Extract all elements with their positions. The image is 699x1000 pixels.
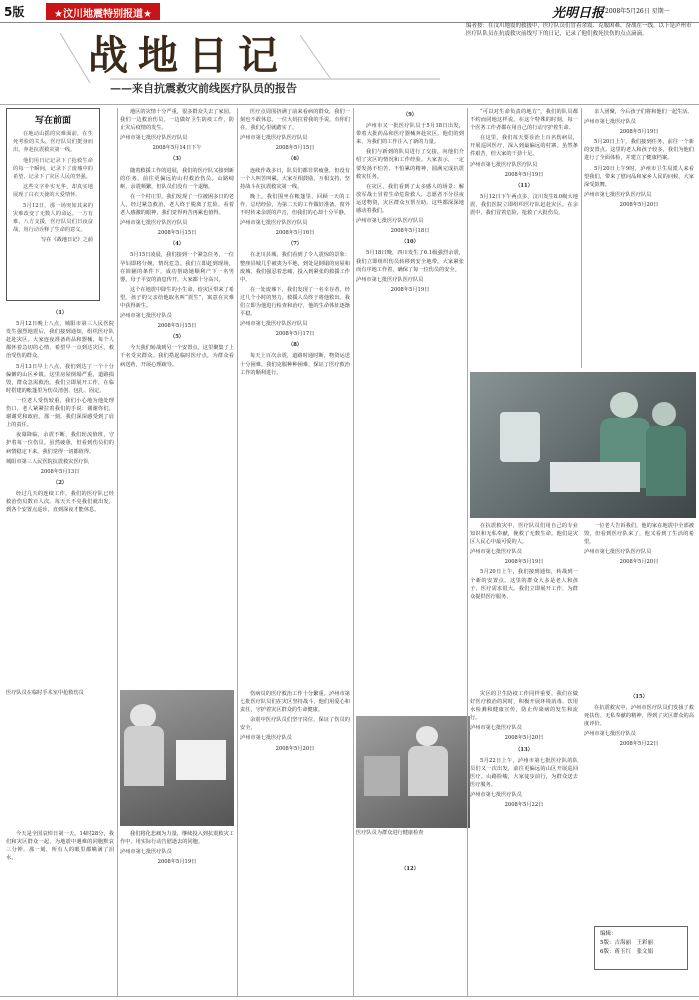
byline: 泸州市第七批医疗队医疗队员 (584, 191, 652, 198)
column-6-lower (584, 522, 694, 686)
preface-body (7, 130, 99, 234)
paragraph: 随着救援工作的进展，我们的医疗队又接到新的任务，前往更偏远的山村救治伤员。山路崎岖，余震频繁，但队员们没有一个退缩。 (120, 167, 234, 190)
footer-rule (0, 996, 699, 997)
column-6-bottom (584, 690, 694, 922)
paragraph: 我们将化悲痛为力量，继续投入到抗震救灾工作中，用实际行动告慰逝去的同胞。 (120, 831, 234, 846)
byline: 泸州市第七批医疗队医疗队员 (356, 276, 424, 283)
entry-number: （8） (288, 342, 302, 349)
paragraph: 晚上，我们围坐在帐篷里，回顾一天的工作，总结经验，为第二天的工作做好准备。窗外不时传来余震的声音，但我们的心却十分平静。 (240, 193, 350, 217)
paragraph: 地区的灾情十分严重，很多群众失去了家园。我们一边救治伤员，一边做好卫生防疫工作，防止灾后疫情的发生。 (120, 109, 234, 132)
paragraph: 5月13日早上八点，我们到达了一个十分偏僻的山区乡镇。这里房屋倒塌严重，道路损毁，群众急需救治。我们立即展开工作，在临时搭建的帐篷里为伤员清创、包扎、固定。 (6, 363, 114, 394)
entry-number: （7） (288, 241, 302, 248)
byline: 泸州市第七批医疗队医疗队员 (470, 161, 538, 168)
paragraph: 5月12日下午两点多，汶川发生8.0级大地震，我们医院立即组织医疗队赶赴灾区。在余震中，我们冒着危险，抢救了大批伤员。 (470, 193, 578, 217)
paragraph: 亲人团聚，今后孩子们将和他们一起生活。 (594, 109, 693, 115)
entry-number: （15） (630, 694, 648, 700)
preface-sign: 写在《战地日记》之前 (41, 237, 93, 244)
column-divider (467, 108, 468, 996)
column-3 (240, 108, 350, 686)
paragraph: 这个在地震中降生的小生命，给灾区带来了希望。孩子的父亲给他取名叫“震生”，寓意在灾难中获得新生。 (120, 286, 234, 309)
paragraph: 在抗震救灾中，医疗队员们用自己的专业知识和无私奉献，挽救了无数生命。他们是灾区人民心中最可爱的人。 (470, 523, 578, 546)
paragraph: 5月12日晚上八点，城阳市第三人民医院发生强烈地震后，我们接到通知，组织医疗队赶赴灾区。大家连夜准备药品和器械，每个人都怀着急切的心情，希望早一点到达灾区，救治受伤的群众。 (6, 321, 114, 360)
paragraph: 5月15日凌晨，我们接到一个紧急任务，一位孕妇即将分娩，情况危急。我们立即赶到现场，在简陋的条件下，成功帮助她顺利产下一名男婴。母子平安的消息传开，大家都十分高兴。 (120, 252, 234, 283)
entry-date: 2008年5月19日 (619, 129, 659, 136)
paragraph: 在这里，我们每天要诊治上百名伤病员，开展巡回医疗，深入到最偏远的村寨。虽然条件艰苦，但大家的干劲十足。 (470, 135, 578, 158)
entry-number: （13） (515, 746, 533, 753)
entry-number: （3） (170, 156, 184, 163)
section-tag: ★汶川地震特别报道★ (46, 3, 160, 20)
column-4 (356, 108, 464, 508)
byline: 泸州市第七批医疗队医疗队员 (240, 220, 308, 227)
entry-number: （11） (515, 182, 533, 189)
paragraph: 经过几天的连续工作，我们的医疗队已经救治伤员数百人次。每天天不亮我们就出发，到各个安置点巡诊，直到深夜才能休息。 (6, 490, 114, 514)
byline: 城阳市第三人民医院抗震救灾医疗队 (6, 458, 90, 465)
preface-title: 写在前面 (34, 116, 71, 126)
entry-number: （2） (53, 479, 67, 486)
entry-date: 2008年5月15日 (157, 323, 197, 330)
paragraph: 我们与新到的队员进行了交接，向他们介绍了灾区的情况和工作经验。大家表示，一定要发扬不怕苦、不怕累的精神，圆满完成抗震救灾任务。 (356, 149, 464, 180)
page-subtitle: ——来自抗震救灾前线医疗队员的报告 (110, 82, 297, 95)
credit-box (594, 926, 688, 970)
paragraph: 伤病员的医疗救治工作十分繁重。泸州市第七批医疗队员们在灾区坚持战斗，他们用爱心和责任，守护着灾区群众的生命健康。 (240, 691, 350, 714)
column-divider (117, 108, 118, 996)
entry-date: 2008年5月22日 (504, 802, 544, 809)
entry-date: 2008年5月17日 (275, 331, 315, 338)
entry-date: 2008年5月15日 (157, 230, 197, 237)
byline: 泸州市第七批医疗队医疗队员 (240, 135, 308, 142)
column-3-lower (240, 690, 350, 996)
intro-text: 编者按：在汶川地震的救援中，医疗队员们冒着余震、克服困难，奋战在一线。以下是泸州市医疗队队员在抗震救灾前线写下的日记，记录了他们救死扶伤的点点滴滴。 (466, 23, 692, 37)
paragraph: 灾区的卫生防疫工作同样重要。我们在做好医疗救治的同时，积极开展环境消毒、饮用水检测和健康宣传，防止传染病的发生和流行。 (470, 691, 578, 722)
paragraph: “可以对生命负责的地方”，我们的队员都不约而同地这样说。在这个特殊的时刻，每一个医务工作者都在用自己的行动守护着生命。 (470, 109, 578, 132)
preface-paragraph: 这些文字朴实无华，却真实地展现了白衣天使的大爱情怀。 (13, 184, 93, 199)
byline: 泸州市第七批医疗队员 (240, 735, 292, 742)
entry-date: 2008年5月20日 (504, 735, 544, 742)
column-1-lower (6, 830, 114, 996)
entry-number: （5） (170, 334, 184, 341)
entry-date: 2008年5月19日 (157, 859, 197, 866)
paragraph: 余震中医疗队员们坚守岗位，保证了伤员的安全。 (240, 717, 350, 732)
paragraph: 泸州市又一批医疗队员于5月18日出发，带着大批药品和医疗器械奔赴灾区。他们的到来，为我们的工作注入了新的力量。 (356, 123, 464, 146)
entry-date: 2008年5月20日 (275, 745, 315, 752)
byline: 泸州市第七批医疗队员 (470, 549, 522, 556)
entry-number: （6） (288, 156, 302, 163)
paragraph: 5月22日上午，泸州市第七批医疗队的队员们又一次出发，前往更偏远的山区开展巡回医疗。山路险峻，大家徒步前行，为群众送去医疗服务。 (470, 757, 578, 788)
entry-date: 2008年5月20日 (619, 559, 659, 566)
column-6 (584, 108, 694, 368)
byline: 泸州市第七批医疗队医疗队员 (356, 218, 424, 225)
column-2-lower (120, 830, 234, 996)
preface-paragraph: 他们用日记记录下了抢救生命的每一个瞬间，记录下了废墟中的希望，记录下了灾区人民的坚强。 (13, 157, 93, 181)
paragraph: 每天上百次余震，道路时通时断，物资运送十分困难。我们克服种种困难，保证了医疗救治工作的顺利进行。 (240, 353, 350, 376)
entry-date: 2008年5月19日 (504, 559, 544, 566)
page-number: 5版 (4, 5, 25, 19)
entry-date: 2008年5月14日下午 (152, 145, 202, 152)
credit-line: 编辑： (600, 931, 617, 937)
paragraph: 在灾区，我们看到了太多感人的场景：解放军战士冒着生命危险救人，志愿者不分昼夜运送物资，灾区群众互帮互助。这些都深深地感动着我们。 (356, 183, 464, 215)
paragraph: 今天我们转战到另一个安置点，这里聚集了上千名受灾群众。我们搭起临时医疗点，为群众看病送药，开展心理疏导。 (120, 345, 234, 368)
paragraph: 连续作战多日，队员们都非常疲惫，但没有一个人叫苦叫累。大家互相鼓励，互相支持，坚持战斗在抗震救灾第一线。 (240, 167, 350, 190)
entry-date: 2008年5月19日 (390, 286, 430, 293)
column-2 (120, 108, 234, 686)
byline: 泸州市第七批医疗队医疗队员 (120, 135, 188, 142)
title-divider (0, 104, 699, 105)
entry-number: （9） (403, 112, 417, 118)
entry-date: 2008年5月19日 (504, 171, 544, 178)
paragraph: 医疗点周围挤满了前来看病的群众，我们一刻也不敢休息。一位大妈拉着我的手说，有你们在，我们心里就踏实了。 (240, 109, 350, 132)
column-divider (353, 108, 354, 996)
photo-surgery (120, 690, 234, 826)
paragraph: 今天是全国哀悼日第一天。14时28分，我们和灾区群众一起，为地震中遇难的同胞默哀三分钟。那一刻，所有人的眼里都噙满了泪水。 (6, 831, 114, 862)
credit-line: 6版：蒋玉红 张文娟 (600, 949, 653, 955)
entry-number: （10） (401, 239, 419, 246)
column-5-bottom (470, 690, 578, 996)
paragraph: 5月20日上午，我们接到任务，前往一个新的安置点。这里的老人和孩子较多，我们为他们进行了全面体检，并建立了健康档案。 (584, 139, 694, 162)
byline: 泸州市第七批医疗队员 (584, 731, 636, 738)
entry-number: （1） (53, 310, 67, 316)
paragraph: 一位老人受伤较重，我们小心地为他处理伤口，老人紧紧拉着我们的手说：谢谢你们，谢谢党和政府。那一刻，我们深深感受到了肩上的责任。 (6, 397, 114, 429)
paragraph: 一位老人告诉我们，他的家在地震中全部被毁，但看到医疗队来了，他又看到了生活的希望。 (584, 523, 694, 546)
preface-paragraph: 5月12日，那一场突如其来的灾难改变了无数人的命运。一方有难，八方支援，医疗队员们日夜奋战，用行动诠释了生命的意义。 (13, 202, 93, 234)
entry-date: 2008年5月16日 (275, 230, 315, 237)
photo-treatment (470, 372, 696, 518)
entry-date: 2008年5月20日 (619, 201, 659, 208)
caption-photo2: 医疗队员在临时手术室中抢救伤员 (6, 690, 84, 696)
paragraph: 在抗震救灾中，泸州市医疗队员们发扬了救死扶伤、无私奉献的精神，得到了灾区群众的高度评价。 (584, 705, 694, 728)
byline: 泸州市第七批医疗队员 (470, 792, 522, 799)
byline: 泸州市第七批医疗队医疗队员 (240, 321, 308, 328)
photo-checkup (356, 716, 470, 828)
byline: 泸州市第七批医疗队员 (120, 313, 172, 320)
entry-date: 2008年5月18日 (390, 228, 430, 235)
page-title: 战地日记 (88, 32, 288, 79)
column-4-lower (356, 862, 464, 996)
entry-number: （4） (170, 241, 184, 248)
issue-date: 2008年5月26日 星期一 (605, 8, 670, 15)
credit-line: 5版：吉海丽 王彩丽 (600, 940, 653, 946)
byline: 泸州市第七批医疗队员 (470, 725, 522, 732)
column-divider (237, 108, 238, 996)
paragraph: 在一处废墟下，我们发现了一名幸存者。经过几个小时的努力，救援人员终于将他救出。我们立即为他进行检查和治疗，他的生命体征逐渐平稳。 (240, 286, 350, 318)
masthead (0, 0, 699, 22)
byline: 泸州市第七批医疗队员 (120, 849, 172, 856)
paragraph: 在北川县城，我们看到了令人震惊的景象：整座县城几乎被夷为平地，到处是倒塌的房屋和废墟。我们强忍着悲痛，投入到紧张的救援工作中。 (240, 252, 350, 283)
column-divider (581, 108, 582, 368)
byline: 泸州市第七批医疗队员 (584, 119, 636, 126)
preface-paragraph: 在地动山摇的灾难面前，在生死考验的关头，医疗队员们挺身而出，奔赴抗震救灾第一线。 (13, 131, 93, 154)
paragraph: 5月20日上午，我们接到通知，转战到一个新的安置点。这里的群众大多是老人和孩子，医疗需求很大。我们立即展开工作，为群众提供医疗服务。 (470, 569, 578, 600)
paragraph: 5月20日上午9时，泸州市卫生局派人来看望我们，带来了慰问品和家乡人民的问候，大家深受鼓舞。 (584, 165, 694, 188)
entry-date: 2008年5月13日 (40, 468, 80, 475)
column-5 (470, 108, 578, 368)
paragraph: 在一个村庄里，我们发现了一位被困多日的老人，经过紧急救治，老人终于脱离了危险。看着老人感激的眼神，我们觉得再苦再累也值得。 (120, 193, 234, 217)
entry-date: 2008年5月15日 (275, 145, 315, 152)
paper-logo: 光明日报 (552, 6, 605, 21)
byline: 泸州市第七批医疗队医疗队员 (120, 220, 188, 227)
paragraph: 5月18日晚，四川发生了6.1级强烈余震，我们立即组织伤员转移到安全地带。大家紧张而有序地工作着，确保了每一位伤员的安全。 (356, 250, 464, 273)
paragraph: 夜幕降临，余震不断，我们轮流值班，守护着每一位伤员。虽然疲惫，但看到伤员们的病情稳定下来，我们觉得一切都值得。 (6, 432, 114, 455)
column-5-lower (470, 522, 578, 686)
entry-number: （12） (401, 866, 419, 872)
byline: 泸州市第七批医疗队医疗队员 (584, 549, 652, 556)
caption-photo3: 医疗队员为群众进行健康检查 (356, 830, 424, 836)
preface-box (6, 108, 100, 301)
column-1 (6, 306, 114, 686)
entry-date: 2008年5月22日 (619, 741, 659, 748)
